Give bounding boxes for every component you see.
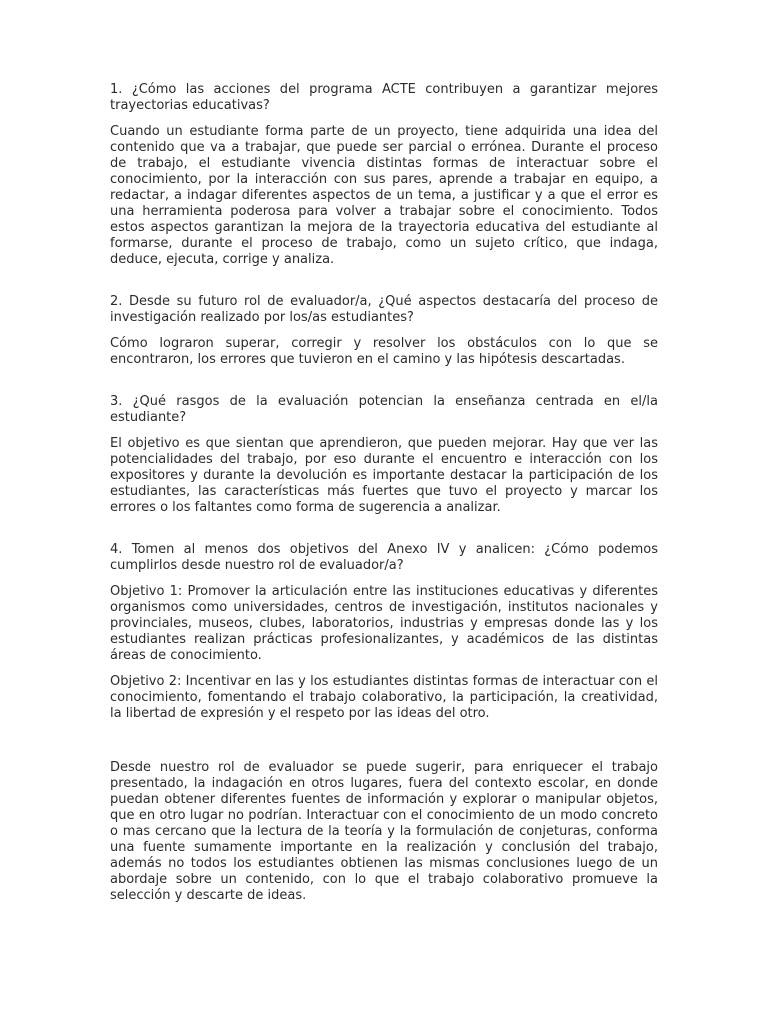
answer-1: Cuando un estudiante forma parte de un proyecto, tiene adquirida una idea del contenido que va a trabajar, que puede ser parcial o errónea. Durante el proceso de trabajo, el estudiante vivencia distintas formas de interactuar sobre el conocimiento, por la interacción con sus pares, aprende a trabajar en equipo, a redactar, a indagar diferentes aspectos de un tema, a justificar y a que el error es una herramienta poderosa para volver a trabajar sobre el conocimiento. Todos estos aspectos garantizan la mejora de la trayectoria educativa del estudiante al formarse, durante el proceso de trabajo, como un sujeto crítico, que indaga, deduce, ejecuta, corrige y analiza. [110, 124, 658, 267]
objective-1: Objetivo 1: Promover la articulación entre las instituciones educativas y diferentes organismos como universidades, centros de investigación, institutos nacionales y provinciales, museos, clubes, laboratorios, industrias y empresas donde las y los estudiantes realizan prácticas profesionalizantes, y académicos de las distintas áreas de conocimiento. [110, 584, 658, 663]
document-page [110, 82, 658, 914]
question-4: 4. Tomen al menos dos objetivos del Anexo IV y analicen: ¿Cómo podemos cumplirlos desde nuestro rol de evaluador/a? [110, 542, 658, 573]
objective-2: Objetivo 2: Incentivar en las y los estudiantes distintas formas de interactuar con el conocimiento, fomentando el trabajo colaborativo, la participación, la creatividad, la libertad de expresión y el respeto por las ideas del otro. [110, 674, 658, 721]
answer-2: Cómo lograron superar, corregir y resolver los obstáculos con lo que se encontraron, los errores que tuvieron en el camino y las hipótesis descartadas. [110, 336, 658, 367]
question-3: 3. ¿Qué rasgos de la evaluación potencian la enseñanza centrada en el/la estudiante? [110, 394, 658, 425]
closing-paragraph: Desde nuestro rol de evaluador se puede sugerir, para enriquecer el trabajo presentado, la indagación en otros lugares, fuera del contexto escolar, en donde puedan obtener diferentes fuentes de información y explorar o manipular objetos, que en otro lugar no podrían. Interactuar con el conocimiento de un modo concreto o mas cercano que la lectura de la teoría y la formulación de conjeturas, conforma una fuente sumamente importante en la realización y conclusión del trabajo, además no todos los estudiantes obtienen las mismas conclusiones luego de un abordaje sobre un contenido, con lo que el trabajo colaborativo promueve la selección y descarte de ideas. [110, 760, 658, 903]
question-2: 2. Desde su futuro rol de evaluador/a, ¿Qué aspectos destacaría del proceso de investigación realizado por los/as estudiantes? [110, 294, 658, 325]
question-1: 1. ¿Cómo las acciones del programa ACTE contribuyen a garantizar mejores trayectorias educativas? [110, 82, 658, 113]
answer-3: El objetivo es que sientan que aprendieron, que pueden mejorar. Hay que ver las potencialidades del trabajo, por eso durante el encuentro e interacción con los expositores y durante la devolución es importante destacar la participación de los estudiantes, las características más fuertes que tuvo el proyecto y marcar los errores o los faltantes como forma de sugerencia a analizar. [110, 436, 658, 515]
